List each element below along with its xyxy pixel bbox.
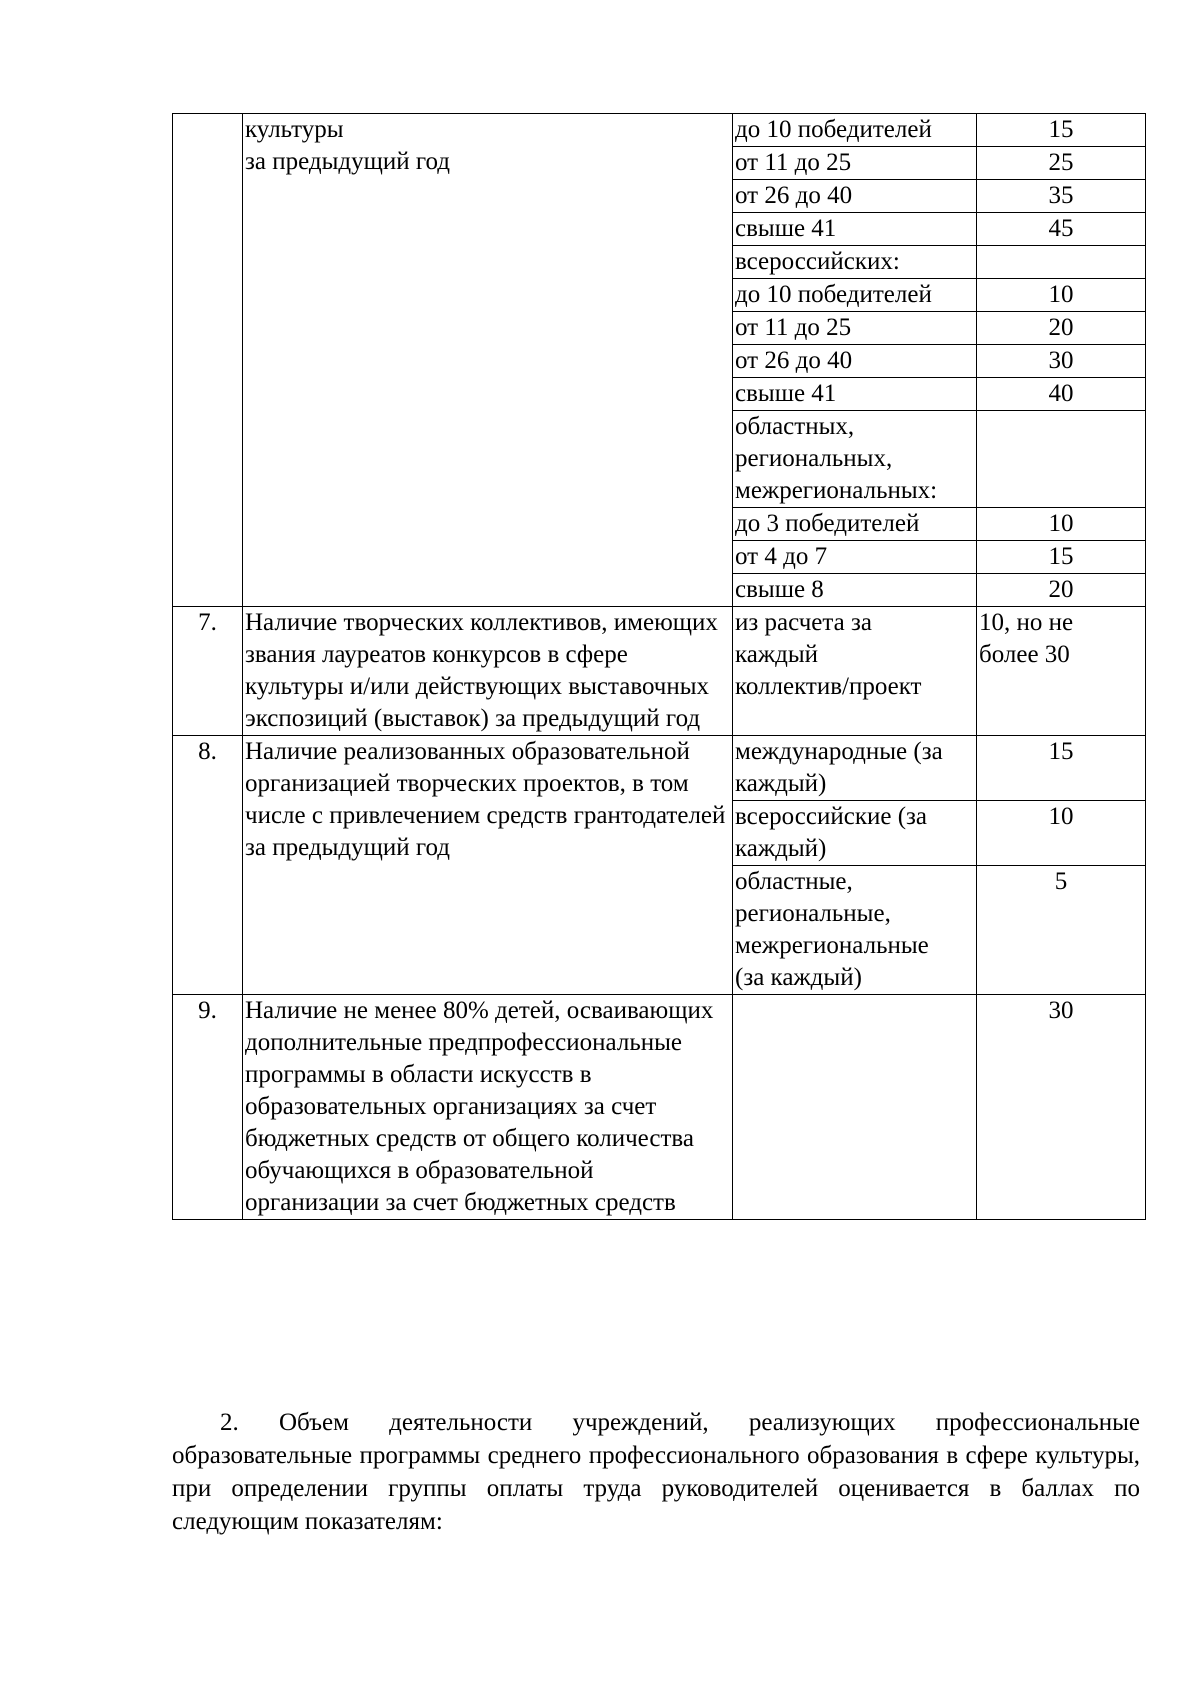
condition-label: от 11 до 25: [733, 147, 977, 180]
condition-label: до 10 победителей: [733, 114, 977, 147]
condition-label: из расчета за каждый коллектив/проект: [733, 607, 977, 736]
row-number: 8.: [173, 736, 243, 995]
row-number: 7.: [173, 607, 243, 736]
condition-label: от 11 до 25: [733, 312, 977, 345]
condition-label: свыше 41: [733, 213, 977, 246]
condition-label: от 4 до 7: [733, 541, 977, 574]
points-value: 15: [977, 736, 1146, 801]
criterion-name: Наличие творческих коллективов, имеющих звания лауреатов конкурсов в сфере культуры и/или действующих выставочных экспозиций (выставок) за предыдущий год: [243, 607, 733, 736]
points-value: 30: [977, 995, 1146, 1220]
criterion-name-line: культуры: [245, 116, 344, 143]
points-value: [977, 411, 1146, 508]
condition-label: свыше 8: [733, 574, 977, 607]
table-row: [173, 114, 1146, 147]
points-value: 20: [977, 312, 1146, 345]
criterion-name: [243, 114, 733, 607]
condition-label: [733, 995, 977, 1220]
points-value: 35: [977, 180, 1146, 213]
table-row: [173, 736, 1146, 801]
condition-label: всероссийские (за каждый): [733, 801, 977, 866]
criterion-name-line: за предыдущий год: [245, 148, 450, 175]
condition-label: международные (за каждый): [733, 736, 977, 801]
condition-label: областных, региональных, межрегиональных:: [733, 411, 977, 508]
points-value: 10: [977, 279, 1146, 312]
row-number: [173, 114, 243, 607]
points-value: 10: [977, 508, 1146, 541]
condition-label: от 26 до 40: [733, 345, 977, 378]
points-value: 15: [977, 114, 1146, 147]
points-value: 40: [977, 378, 1146, 411]
condition-label: до 10 победителей: [733, 279, 977, 312]
row-number: 9.: [173, 995, 243, 1220]
points-value: 15: [977, 541, 1146, 574]
condition-label: от 26 до 40: [733, 180, 977, 213]
criteria-table: [172, 113, 1146, 1220]
condition-label: областные, региональные, межрегиональные (за каждый): [733, 866, 977, 995]
table-row: [173, 995, 1146, 1220]
criterion-name: Наличие не менее 80% детей, осваивающих дополнительные предпрофессиональные программы в области искусств в образовательных организациях за счет бюджетных средств от общего количества обучающихся в образовательной организации за счет бюджетных средств: [243, 995, 733, 1220]
points-value: 45: [977, 213, 1146, 246]
condition-label: до 3 победителей: [733, 508, 977, 541]
condition-label: всероссийских:: [733, 246, 977, 279]
points-value: 10, но не более 30: [977, 607, 1146, 736]
points-value: 20: [977, 574, 1146, 607]
points-value: 30: [977, 345, 1146, 378]
criterion-name: Наличие реализованных образовательной организацией творческих проектов, в том числе с привлечением средств грантодателей за предыдущий год: [243, 736, 733, 995]
table-row: [173, 607, 1146, 736]
points-value: 10: [977, 801, 1146, 866]
points-value: 25: [977, 147, 1146, 180]
points-value: 5: [977, 866, 1146, 995]
points-value: [977, 246, 1146, 279]
condition-label: свыше 41: [733, 378, 977, 411]
body-paragraph: 2. Объем деятельности учреждений, реализующих профессиональные образовательные программы среднего профессионального образования в сфере культуры, при определении группы оплаты труда руководителей оценивается в баллах по следующим показателям:: [172, 1409, 1140, 1535]
